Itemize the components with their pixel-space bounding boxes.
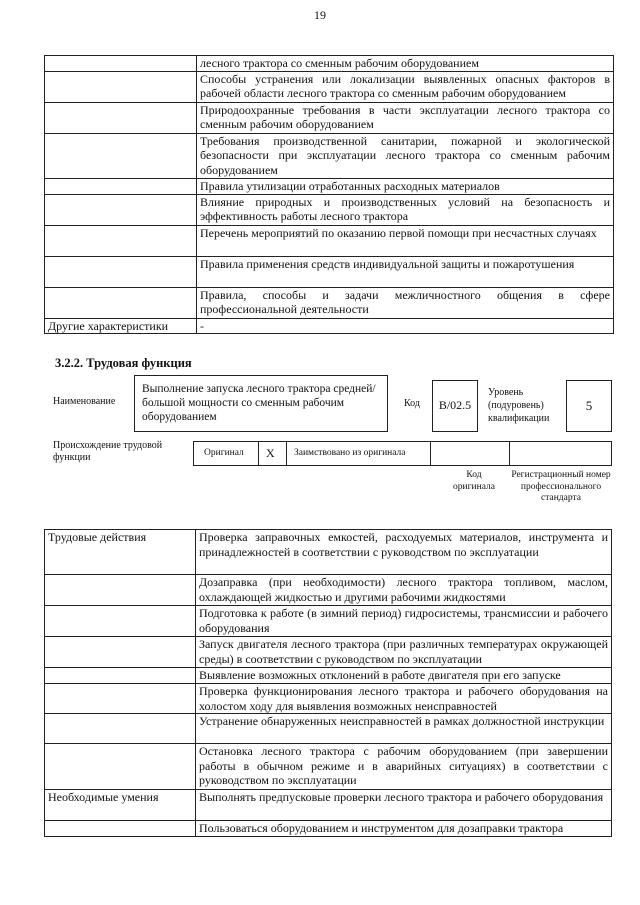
table-row — [45, 287, 614, 318]
table-row — [45, 194, 614, 225]
table-row — [45, 668, 612, 684]
table-row — [45, 684, 612, 714]
table-row — [45, 256, 614, 287]
row-text: Требования производственной санитарии, пожарной и экологической безопасности при эксплуатации лесного трактора со сменным рабочим оборудованием — [197, 133, 614, 178]
page-number: 19 — [314, 8, 326, 22]
table-row — [45, 318, 614, 334]
code-label: Код — [404, 398, 420, 409]
table-row — [45, 56, 614, 72]
table-row — [45, 714, 612, 744]
row-label — [45, 102, 197, 133]
level-box — [566, 380, 612, 432]
table-row — [45, 71, 614, 102]
row-label — [45, 637, 196, 668]
row-label — [45, 606, 196, 637]
row-text: Природоохранные требования в части эксплуатации лесного трактора со сменным рабочим оборудованием — [197, 102, 614, 133]
row-text: Подготовка к работе (в зимний период) гидросистемы, трансмиссии и рабочего оборудования — [196, 606, 612, 637]
row-text: Перечень мероприятий по оказанию первой помощи при несчастных случаях — [197, 225, 614, 256]
table-row — [45, 102, 614, 133]
row-text: Выявление возможных отклонений в работе двигателя при его запуске — [196, 668, 612, 684]
row-label — [45, 56, 197, 72]
row-text: Запуск двигателя лесного трактора (при различных температурах окружающей среды) в соответствии с руководством по эксплуатации — [196, 637, 612, 668]
row-label — [45, 256, 197, 287]
level-label: Уровень (подуровень) квалификации — [488, 387, 550, 424]
row-label — [45, 194, 197, 225]
code-box — [432, 380, 478, 432]
row-label — [45, 744, 196, 790]
name-label: Наименование — [53, 396, 116, 407]
row-label — [45, 133, 197, 178]
row-label — [45, 287, 197, 318]
reg-number-caption: Регистрационный номер профессионального стандарта — [511, 470, 611, 503]
row-text: Правила применения средств индивидуальной защиты и пожаротушения — [197, 256, 614, 287]
row-label — [45, 821, 196, 837]
row-label — [45, 575, 196, 606]
row-label — [45, 714, 196, 744]
name-box — [134, 375, 388, 432]
row-text: Правила утилизации отработанных расходных материалов — [197, 178, 614, 194]
origin-grid — [193, 441, 612, 466]
row-text: Выполнять предпусковые проверки лесного трактора и рабочего оборудования — [196, 790, 612, 821]
table-row — [45, 530, 612, 575]
table-row — [45, 744, 612, 790]
knowledge-table — [44, 55, 614, 334]
row-label — [45, 225, 197, 256]
table-row — [45, 575, 612, 606]
row-text: Остановка лесного трактора с рабочим оборудованием (при завершении работы в обычном режиме и в аварийных ситуациях) в соответствии с руководством по эксплуатации — [196, 744, 612, 790]
name-value: Выполнение запуска лесного трактора средней/большой мощности со сменным рабочим оборудованием — [142, 383, 376, 423]
table-row — [45, 133, 614, 178]
table-row — [45, 225, 614, 256]
row-label: Трудовые действия — [45, 530, 196, 575]
row-label: Необходимые умения — [45, 790, 196, 821]
level-value: 5 — [585, 398, 593, 413]
table-row — [45, 637, 612, 668]
table-row — [45, 606, 612, 637]
row-text: Способы устранения или локализации выявленных опасных факторов в рабочей области лесного трактора со сменным рабочим оборудованием — [197, 71, 614, 102]
borrowed-label: Заимствовано из оригинала — [294, 448, 406, 458]
row-label — [45, 178, 197, 194]
row-label — [45, 684, 196, 714]
row-label: Другие характеристики — [45, 318, 197, 334]
row-text: лесного трактора со сменным рабочим оборудованием — [197, 56, 614, 72]
table-row — [45, 178, 614, 194]
section-heading: 3.2.2. Трудовая функция — [55, 356, 192, 370]
original-label: Оригинал — [204, 448, 244, 458]
row-text: Проверка заправочных емкостей, расходуемых материалов, инструмента и принадлежностей в соответствии с руководством по эксплуатации — [196, 530, 612, 575]
table-row — [45, 790, 612, 821]
row-text: Пользоваться оборудованием и инструментом для дозаправки трактора — [196, 821, 612, 837]
original-mark: X — [266, 446, 275, 460]
row-text: Правила, способы и задачи межличностного общения в сфере профессиональной деятельности — [197, 287, 614, 318]
row-label — [45, 71, 197, 102]
row-text: Дозаправка (при необходимости) лесного трактора топливом, маслом, охлаждающей жидкостью и другими рабочими жидкостями — [196, 575, 612, 606]
row-text: Проверка функционирования лесного трактора и рабочего оборудования на холостом ходу для выявления возможных неисправностей — [196, 684, 612, 714]
row-label — [45, 668, 196, 684]
row-text: Устранение обнаруженных неисправностей в рамках должностной инструкции — [196, 714, 612, 744]
row-text: - — [197, 318, 614, 334]
labor-actions-table — [44, 529, 612, 837]
origin-label: Происхождение трудовой функции — [53, 440, 163, 463]
code-value: B/02.5 — [438, 398, 472, 412]
code-original-caption: Код оригинала — [453, 470, 495, 492]
row-text: Влияние природных и производственных условий на безопасность и эффективность работы лесного трактора — [197, 194, 614, 225]
table-row — [45, 821, 612, 837]
